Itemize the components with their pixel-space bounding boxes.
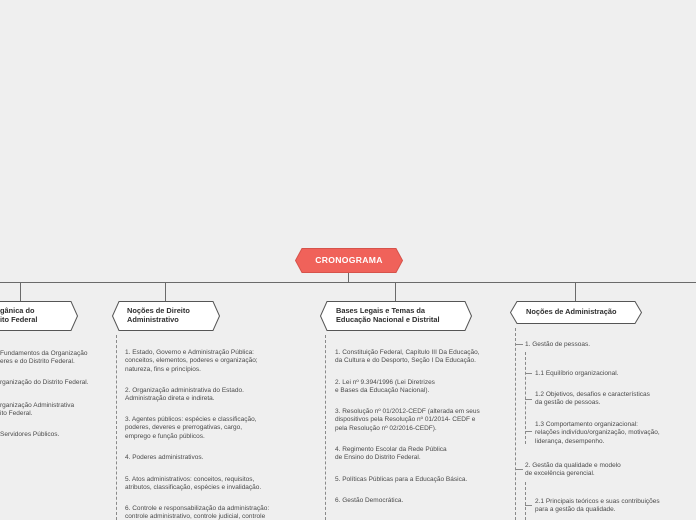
- subitem-connector: [525, 373, 532, 374]
- list-item: 2.1 Principais teóricos e suas contribuições para a gestão da qualidade.: [535, 498, 660, 514]
- list-item: 1. Estado, Governo e Administração Pública: conceitos, elementos, poderes e organização; natureza, fins e princípios.: [125, 349, 258, 373]
- branch-node-administracao[interactable]: [510, 301, 642, 324]
- branch-connector-4: [575, 282, 576, 301]
- branch-bus-line: [0, 282, 696, 283]
- list-item: 5. Políticas Públicas para a Educação Básica.: [335, 476, 468, 483]
- list-item: 2. Lei nº 9.394/1996 (Lei Diretrizes e Bases da Educação Nacional).: [335, 379, 435, 395]
- subitem-connector: [525, 505, 532, 506]
- branch-trunk-line: [515, 328, 516, 520]
- branch-title-line: gânica do: [0, 306, 35, 316]
- branch-title-line: Noções de Administração: [526, 307, 617, 317]
- list-item: 4. Regimento Escolar da Rede Pública de Ensino do Distrito Federal.: [335, 446, 447, 462]
- branch-title-line: Educação Nacional e Distrital: [336, 315, 440, 324]
- branch-node-bases-legais[interactable]: [320, 301, 472, 331]
- list-item: rganização do Distrito Federal.: [0, 379, 89, 386]
- list-item: 1. Constituição Federal, Capítulo III Da Educação, da Cultura e do Desporto, Seção I Da Educação.: [335, 349, 480, 365]
- branch-trunk-line: [325, 335, 326, 520]
- list-item: 6. Controle e responsabilização da administração: controle administrativo, controle judicial, controle: [125, 505, 270, 520]
- list-item: Fundamentos da Organização eres e do Distrito Federal.: [0, 350, 88, 366]
- list-item: 3. Agentes públicos: espécies e classificação, poderes, deveres e prerrogativas, cargo, emprego e função públicos.: [125, 416, 257, 440]
- list-item: Servidores Públicos.: [0, 431, 60, 438]
- branch-title-line: Noções de Direito: [127, 306, 190, 316]
- root-node-label: CRONOGRAMA: [315, 255, 383, 266]
- sub-trunk-line: [525, 482, 526, 520]
- list-item: 1.2 Objetivos, desafios e características da gestão de pessoas.: [535, 391, 650, 407]
- branch-title-line: Administrativo: [127, 315, 179, 324]
- subitem-connector: [525, 399, 532, 400]
- branch-title-line: ito Federal: [0, 315, 38, 324]
- root-node[interactable]: [295, 248, 403, 273]
- branch-trunk-line: [116, 335, 117, 520]
- list-item: 3. Resolução nº 01/2012-CEDF (alterada em seus dispositivos pela Resolução nº 01/2014- CEDF e pela Resolução nº 02/2016-CEDF).: [335, 408, 480, 432]
- list-item: 5. Atos administrativos: conceitos, requisitos, atributos, classificação, espécies e invalidação.: [125, 476, 262, 492]
- branch-title-line: Bases Legais e Temas da: [336, 306, 426, 316]
- branch-connector-1: [20, 282, 21, 301]
- list-item: 1.1 Equilíbrio organizacional.: [535, 370, 619, 377]
- branch-connector-3: [395, 282, 396, 301]
- group-connector: [515, 469, 523, 470]
- branch-node-direito-administrativo[interactable]: [112, 301, 220, 331]
- list-item: 6. Gestão Democrática.: [335, 497, 404, 504]
- branch-node-lei-organica[interactable]: [0, 301, 78, 331]
- list-item: rganização Administrativa ito Federal.: [0, 402, 75, 418]
- branch-connector-2: [165, 282, 166, 301]
- list-item: 4. Poderes administrativos.: [125, 454, 204, 461]
- group-connector: [515, 344, 523, 345]
- group-label: 1. Gestão de pessoas.: [525, 341, 591, 348]
- list-item: 2. Organização administrativa do Estado. Administração direta e indireta.: [125, 387, 244, 403]
- list-item: 1.3 Comportamento organizacional: relações indivíduo/organização, motivação, liderança, desempenho.: [535, 421, 660, 445]
- group-label: 2. Gestão da qualidade e modelo de excelência gerencial.: [525, 462, 621, 478]
- subitem-connector: [525, 431, 532, 432]
